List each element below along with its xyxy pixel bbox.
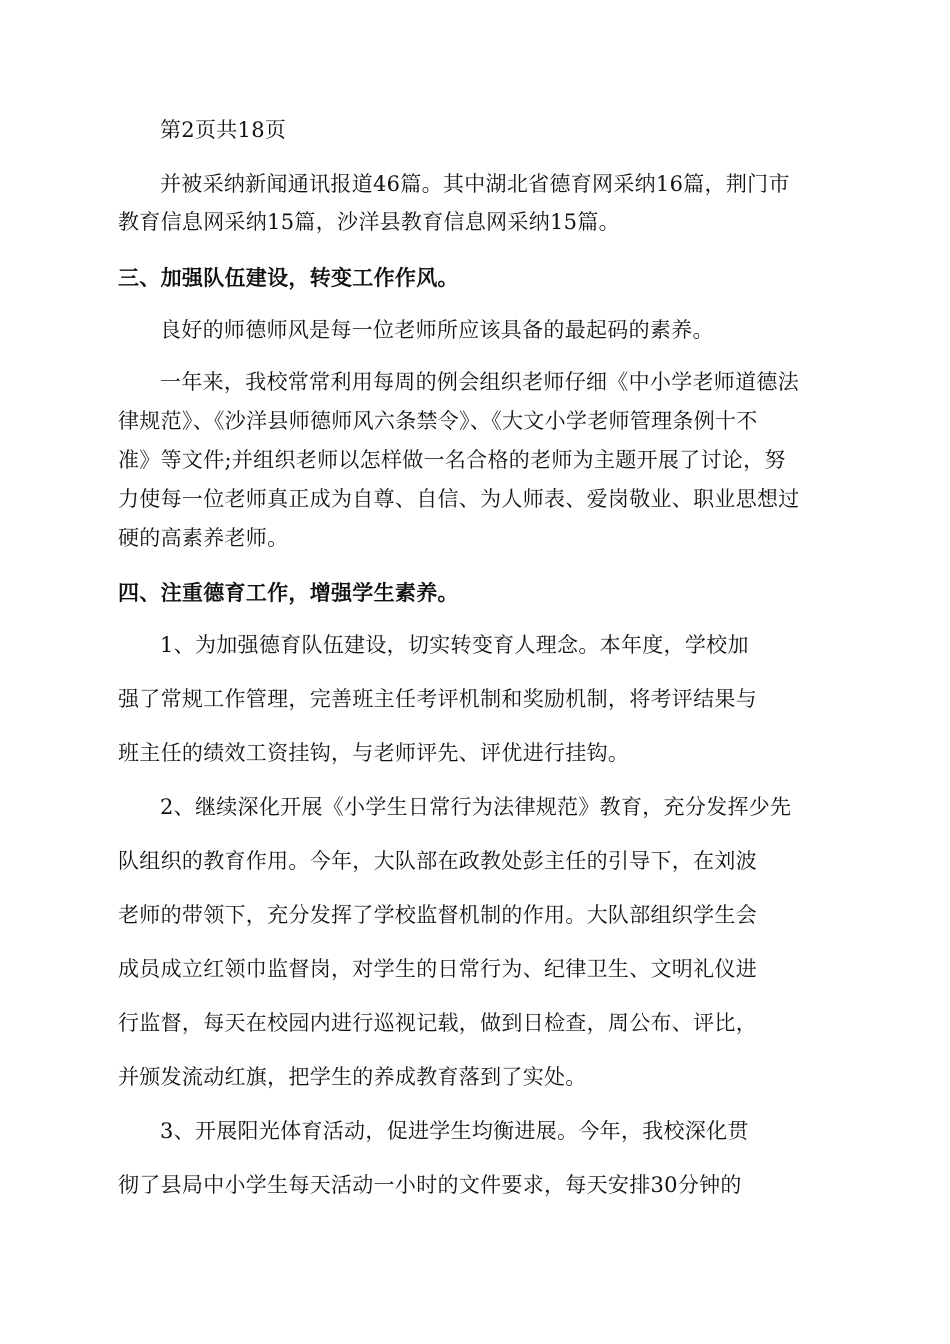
page-indicator: 第2页共18页 bbox=[160, 118, 287, 142]
paragraph-line: 教育信息网采纳15篇，沙洋县教育信息网采纳15篇。 bbox=[118, 210, 620, 234]
paragraph-line: 2、继续深化开展《小学生日常行为法律规范》教育，充分发挥少先 bbox=[160, 795, 792, 819]
paragraph-line: 并颁发流动红旗，把学生的养成教育落到了实处。 bbox=[118, 1065, 587, 1089]
paragraph-line: 准》等文件;并组织老师以怎样做一名合格的老师为主题开展了讨论，努 bbox=[118, 448, 786, 472]
paragraph-line: 老师的带领下，充分发挥了学校监督机制的作用。大队部组织学生会 bbox=[118, 903, 757, 927]
paragraph-line: 成员成立红领巾监督岗，对学生的日常行为、纪律卫生、文明礼仪进 bbox=[118, 957, 757, 981]
paragraph-line: 彻了县局中小学生每天活动一小时的文件要求，每天安排30分钟的 bbox=[118, 1173, 742, 1197]
paragraph-line: 并被采纳新闻通讯报道46篇。其中湖北省德育网采纳16篇，荆门市 bbox=[160, 172, 790, 196]
paragraph-line: 3、开展阳光体育活动，促进学生均衡进展。今年，我校深化贯 bbox=[160, 1119, 749, 1143]
paragraph-line: 硬的高素养老师。 bbox=[118, 526, 289, 550]
paragraph-line: 行监督，每天在校园内进行巡视记载，做到日检查，周公布、评比， bbox=[118, 1011, 757, 1035]
section-heading: 三、加强队伍建设，转变工作作风。 bbox=[118, 265, 459, 290]
paragraph-line: 良好的师德师风是每一位老师所应该具备的最起码的素养。 bbox=[160, 318, 714, 342]
section-heading: 四、注重德育工作，增强学生素养。 bbox=[118, 580, 459, 605]
paragraph-line: 队组织的教育作用。今年，大队部在政教处彭主任的引导下，在刘波 bbox=[118, 849, 757, 873]
paragraph-line: 班主任的绩效工资挂钩，与老师评先、评优进行挂钩。 bbox=[118, 741, 630, 765]
paragraph-line: 律规范》、《沙洋县师德师风六条禁令》、《大文小学老师管理条例十不 bbox=[118, 409, 758, 433]
paragraph-line: 强了常规工作管理，完善班主任考评机制和奖励机制，将考评结果与 bbox=[118, 687, 757, 711]
paragraph-line: 1、为加强德育队伍建设，切实转变育人理念。本年度，学校加 bbox=[160, 633, 749, 657]
paragraph-line: 力使每一位老师真正成为自尊、自信、为人师表、爱岗敬业、职业思想过 bbox=[118, 487, 800, 511]
paragraph-line: 一年来，我校常常利用每周的例会组织老师仔细《中小学老师道德法 bbox=[160, 370, 799, 394]
